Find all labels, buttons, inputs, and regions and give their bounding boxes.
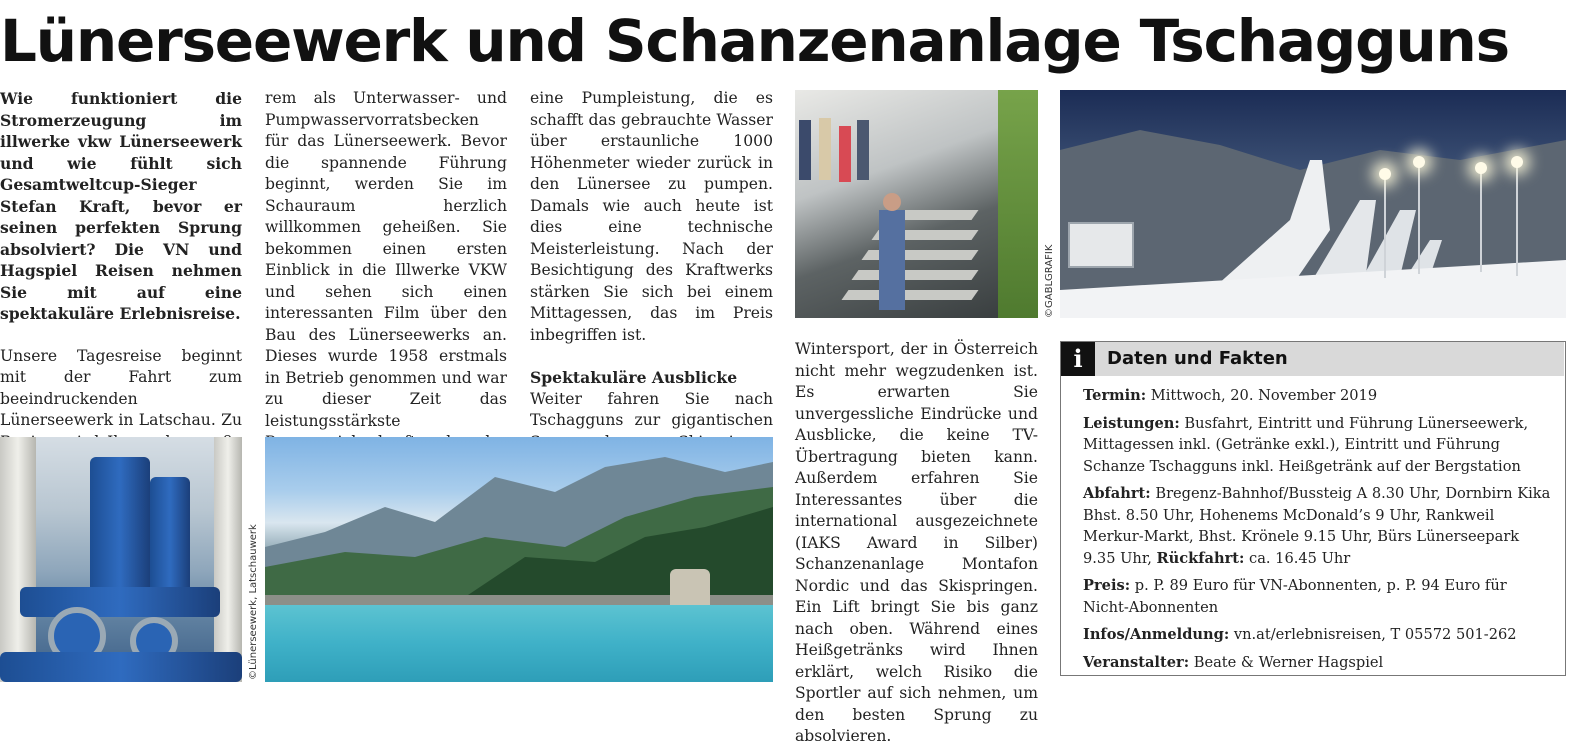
fact-infos (1083, 624, 1553, 646)
fact-abfahrt (1083, 483, 1553, 569)
ski-jump-stairs-photo (795, 90, 1038, 318)
facts-header (1061, 342, 1564, 376)
facts-box (1060, 341, 1566, 676)
fact-value: p. P. 89 Euro für VN-Abonnenten, p. P. 94 Euro für Nicht-Abonnenten (1083, 577, 1507, 616)
facts-title: Daten und Fakten (1107, 348, 1288, 369)
info-icon: i (1061, 342, 1095, 376)
fact-label: Preis: (1083, 577, 1131, 594)
fact-label: Infos/Anmeldung: (1083, 626, 1230, 643)
pump-hall-photo (0, 437, 242, 682)
fact-label: Veranstalter: (1083, 653, 1190, 671)
fact-value: vn.at/erlebnisreisen, T 05572 501-262 (1229, 626, 1517, 643)
fact-leistungen (1083, 413, 1553, 478)
fact-value: Beate & Werner Hagspiel (1189, 653, 1384, 671)
facts-body (1083, 385, 1553, 679)
fact-label: Rückfahrt: (1156, 549, 1245, 567)
body-paragraph: rem als Unterwasser- und Pumpwasservorratsbecken für das Lünerseewerk. Bevor die spannende Führung beginnt, werden Sie im Schauraum herzlich willkommen geheißen. Sie bekommen einen ersten Einblick in die Illwerke VKW und sehen sich einen interessanten Film über den Bau des Lünerseewerks an. Dieses wurde 1958 erstmals in Betrieb genommen und war zu dieser Zeit das leistungsstärkste (265, 89, 507, 430)
fact-label: Abfahrt: (1083, 485, 1151, 502)
ski-jump-night-photo (1060, 90, 1566, 318)
article-column-4 (795, 339, 1038, 748)
lead-paragraph: Wie funktioniert die Stromerzeugung im illwerke vkw Lünerseewerk und wie fühlt sich Gesamtweltcup-Sieger Stefan Kraft, bevor er seinen perfekten Sprung absolviert? Die VN und Hagspiel Reisen nehmen Sie mit auf eine spektakuläre Erlebnisreise. (0, 89, 242, 323)
headline: Lünerseewerk und Schanzenanlage Tschagguns (0, 7, 1509, 75)
body-paragraph: Wintersport, der in Österreich nicht mehr wegzudenken ist. Es erwarten Sie unvergessliche Eindrücke und Ausblicke, die keine TV-Übertragung bieten kann. Außerdem erfahren Sie Interessantes über die international ausgezeichnete (IAKS Award in Silber) Schanzenanlage Montafon Nordic und das Skispringen. Ein Lift bringt Sie bis ganz nach oben. Während eines Heißgetränks wird Ihnen erklärt, welch Risiko die Sportler auf sich nehmen, um den besten Sprung zu absolvieren. (795, 340, 1038, 745)
lake-photo (265, 437, 773, 682)
body-paragraph: Weiter fahren Sie nach Tschagguns zur gigantischen (530, 389, 773, 429)
fact-preis (1083, 575, 1553, 618)
fact-termin (1083, 385, 1553, 407)
article-column-1 (0, 88, 242, 496)
fact-value: ca. 16.45 Uhr (1244, 549, 1351, 567)
fact-label: Leistungen: (1083, 414, 1180, 432)
photo-credit-pumps: ©Lünerseewerk, Latschauwerk (248, 524, 259, 680)
article-column-3 (530, 88, 773, 475)
body-paragraph: eine Pumpleistung, die es schafft das gebrauchte Wasser über erstaunliche 1000 Höhenmeter wieder zurück in den Lünersee zu pumpen. Damals wie auch heute ist dies eine technische Meisterleistung. Nach der Besichtigung des Kraftwerks stärken Sie sich bei einem Mittagessen, das im Preis inbegriffen ist. (530, 89, 773, 344)
body-paragraph: Unsere Tagesreise beginnt mit der Fahrt zum beeindruckenden Lünerseewerk in Latschau. Zu (0, 346, 242, 429)
fact-veranstalter (1083, 652, 1553, 674)
photo-credit-stairs: ©GABLGRAFIK (1044, 244, 1055, 318)
fact-value: Mittwoch, 20. November 2019 (1146, 387, 1378, 404)
fact-value: Bregenz-Bahnhof/Bussteig A 8.30 Uhr, Dornbirn Kika Bhst. 8.50 Uhr, Hohenems McDonald’s 9 Uhr, Rankweil Merkur-Markt, Bhst. Krönele 9.15 Uhr, Bürs Lünerseepark 9.35 Uhr, (1083, 485, 1551, 567)
fact-label: Termin: (1083, 387, 1147, 404)
article-column-2 (265, 88, 507, 497)
subheading: Spektakuläre Ausblicke (530, 368, 738, 387)
fact-value: Busfahrt, Eintritt und Führung Lünerseewerk, Mittagessen inkl. (Getränke exkl.), Eintritt und Führung Schanze Tschagguns inkl. Heißgetränk auf der Bergstation (1083, 414, 1529, 475)
